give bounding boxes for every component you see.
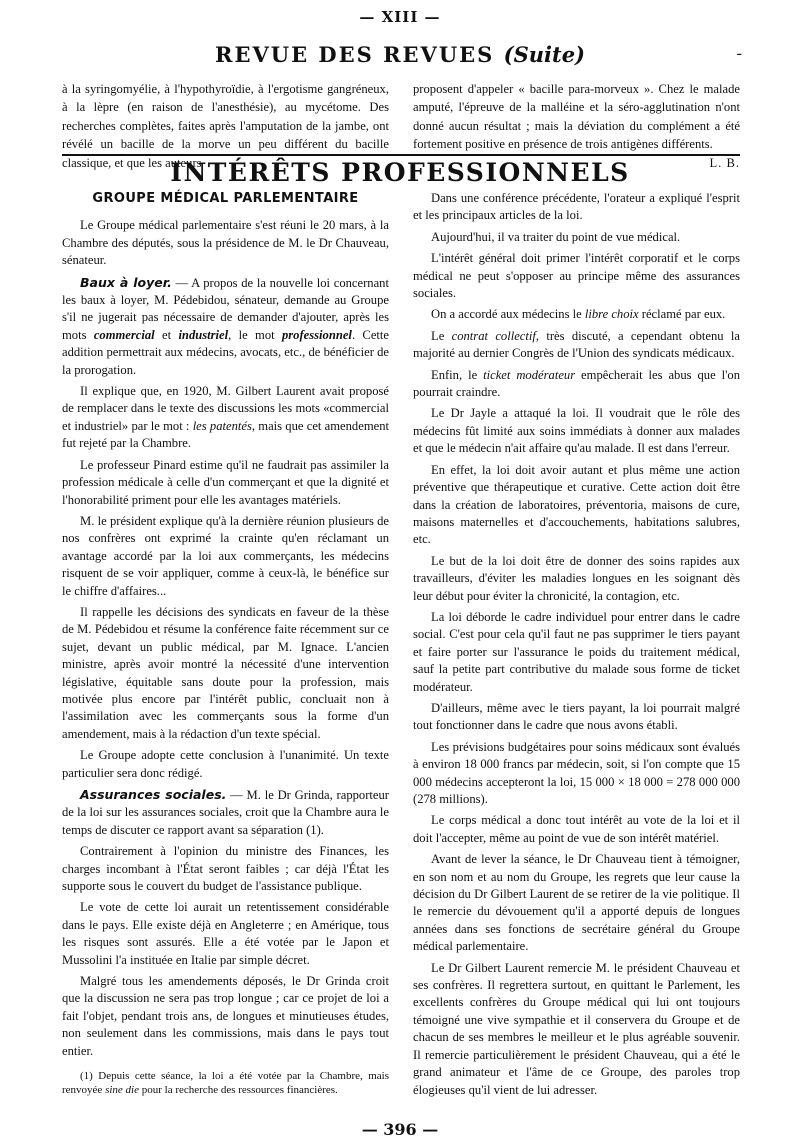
paragraph <box>413 306 740 323</box>
text-run: réclamé par eux. <box>638 307 726 322</box>
group-title: GROUPE MÉDICAL PARLEMENTAIRE <box>92 191 359 206</box>
paragraph <box>413 328 740 363</box>
paragraph: Les prévisions budgétaires pour soins médicaux sont évalués à environ 18 000 francs par médecin, soit, si l'on compte que 15 000 médecins accepteront la loi, 15 000 × 18 000 = 278 000 000 (278 millions). <box>413 739 740 806</box>
paragraph: Aujourd'hui, il va traiter du point de vue médical. <box>431 229 681 244</box>
paragraph: Le corps médical a donc tout intérêt au vote de la loi et il doit l'accepter, même au point de vue de son intérêt matériel. <box>413 813 740 845</box>
text-run: empêcherait les abus que l'on pourrait craindre. <box>413 367 740 400</box>
term-patentes: les patentés <box>192 418 252 433</box>
prev-left-text: à la syringomyélie, à l'hypothyroïdie, à l'ergotisme gangréneux, à la lèpre (en raison de l'anesthésie), au mycétome. Des recherches complètes, faites après l'amputation de la jambe, ont révélé un bacille de la morve un peu différent du bacille classique, et que les auteurs <box>62 82 389 170</box>
paragraph: En effet, la loi doit avoir autant et plus même une action préventive que thérapeutique et curative. Cette action doit être dans la création de laboratoires, préventoria, maisons de cure, maisons maternelles et d'accouchements, habitations salubres, etc. <box>413 462 740 547</box>
term-commercial: commercial <box>93 327 155 342</box>
text-run: Le <box>431 328 452 343</box>
paragraph: L'intérêt général doit primer l'intérêt corporatif et le corps médical ne peut s'opposer au principe même des assurances sociales. <box>413 251 740 301</box>
running-suite: (Suite) <box>503 42 585 67</box>
page-number-roman: — XIII — <box>359 8 441 26</box>
text-run: , mais que cet amendement fut rejeté par la Chambre. <box>62 418 390 451</box>
text-run: Il explique que, en 1920, M. Gilbert Laurent avait proposé de remplacer dans le texte des discussions les mots «commercial et industriel» par le mot : <box>62 384 389 433</box>
footnote <box>62 1070 389 1097</box>
running-header <box>0 42 800 67</box>
term-industriel: industriel <box>178 327 229 342</box>
subheading-assurances: Assurances sociales. <box>80 787 227 802</box>
text-run: — A propos de la nouvelle loi concernant les baux à loyer, M. Pédebidou, sénateur, demande au Groupe s'il ne jugerait pas nécessaire de demander d'ajouter, après les mots <box>62 275 389 342</box>
paragraph <box>62 383 389 453</box>
section-title: INTÉRÊTS PROFESSIONNELS <box>170 158 630 187</box>
running-title: REVUE DES REVUES <box>215 42 495 67</box>
paragraph: Le vote de cette loi aurait un retentissement considérable dans le pays. Elle existe déjà en Angleterre ; en Amérique, tous les risques sont assurés. Elle a été votée par le Japon et Mussolini l'a instituée en Italie par simple décret. <box>62 900 389 967</box>
paragraph: D'ailleurs, même avec le tiers payant, la loi pourrait malgré tout fonctionner dans le cadre que nous avons établi. <box>413 700 740 733</box>
text-run: On a accordé aux médecins le <box>431 307 585 322</box>
paragraph: La loi déborde le cadre individuel pour entrer dans le cadre social. C'est pour cela qu'il faut ne pas supprimer le tiers payant et faire porter sur l'assurance le poids du traitement médical, sauf la petite part contributive du malade sous forme de ticket modérateur. <box>413 609 740 694</box>
term-contrat-collectif: contrat collectif <box>451 328 536 343</box>
term-sine-die: sine die <box>105 1083 139 1096</box>
text-run: Enfin, le <box>431 367 484 382</box>
paragraph: Le Dr Gilbert Laurent remercie M. le président Chauveau et ses confrères. Il regrettera surtout, en quittant le Parlement, les excellents confrères du Groupe médical qui lui ont toujours témoigné une vive sympathie et il conservera du Groupe et de chacun de ses membres le meilleur et le plus agréable souvenir. Il remercie particulièrement le président Chauveau, qui a été le grand animateur et l'âme de ce Groupe, des paroles trop élogieuses qu'il vient de lui adresser. <box>413 960 740 1097</box>
previous-article-tail <box>62 80 740 170</box>
text-run: , le mot <box>228 327 282 342</box>
right-column <box>413 190 740 1125</box>
paragraph: Avant de lever la séance, le Dr Chauveau tient à témoigner, en son nom et au nom du Groupe, les regrets que leur cause la décision du Dr Gilbert Laurent de se retirer de la vie politique. Il le remercie du dévouement qu'il a apporté depuis de longues années dans ses fonctions de secrétaire général du Groupe médical parlementaire. <box>413 852 740 954</box>
text-run: — M. le Dr Grinda, rapporteur de la loi sur les assurances sociales, croit que la Chambre aura le temps de discuter ce rapport avant sa séparation (1). <box>62 788 389 837</box>
paragraph <box>62 786 389 839</box>
term-ticket-moderateur: ticket modérateur <box>483 367 576 382</box>
paragraph <box>62 274 389 379</box>
term-professionnel: professionnel <box>281 327 352 342</box>
subheading-baux: Baux à loyer. <box>80 274 172 290</box>
prev-right-text <box>413 80 740 170</box>
author-signature: L. B. <box>709 155 740 170</box>
term-libre-choix: libre choix <box>584 307 639 322</box>
left-column <box>62 190 389 1125</box>
paragraph: Le professeur Pinard estime qu'il ne faudrait pas assimiler la profession médicale à celle d'un commerçant et que la dignité et l'honorabilité priment pour elle les avantages matériels. <box>62 457 389 507</box>
prev-right-column <box>413 80 740 170</box>
text-run: , très discuté, a cependant obtenu la majorité au dernier Congrès de l'Union des syndicats médicaux. <box>413 328 740 361</box>
paragraph: Le Dr Jayle a attaqué la loi. Il voudrait que le rôle des médecins fût limité aux soins immédiats à donner aux malades et que le médecin n'ait affaire qu'au malade. Il est dans l'erreur. <box>413 406 740 456</box>
article-body <box>62 190 740 1125</box>
running-dash: - <box>736 45 742 62</box>
section-divider <box>62 154 740 156</box>
paragraph: Le Groupe médical parlementaire s'est réuni le 20 mars, à la Chambre des députés, sous la présidence de M. le Dr Chauveau, sénateur. <box>62 218 389 268</box>
paragraph: Malgré tous les amendements déposés, le Dr Grinda croit que la discussion ne sera pas trop longue ; car ce projet de loi a fait l'objet, pendant trois ans, de longues et minutieuses études, non seulement dans les commissions, mais dans le pays tout entier. <box>62 974 389 1058</box>
paragraph: Dans une conférence précédente, l'orateur a expliqué l'esprit et les principaux articles de la loi. <box>413 191 740 223</box>
paragraph: M. le président explique qu'à la dernière réunion plusieurs de nos confrères ont exprimé la crainte qu'en réclamant un avantage accordé par la loi aux commerçants, les médecins risquent de se voir appliquer, comme à ceux-là, le bénéfice sur le chiffre d'affaires... <box>62 513 389 598</box>
paragraph <box>413 367 740 402</box>
paragraph: Le but de la loi doit être de donner des soins rapides aux travailleurs, d'éviter les maladies longues en les soignant dès leur début pour éviter la chronicité, la contagion, etc. <box>413 553 740 603</box>
paragraph: Le Groupe adopte cette conclusion à l'unanimité. Un texte particulier sera donc rédigé. <box>62 748 389 780</box>
text-run: (1) Depuis cette séance, la loi a été votée par la Chambre, mais renvoyée <box>62 1070 389 1096</box>
paragraph: Il rappelle les décisions des syndicats en faveur de la thèse de M. Pédebidou et résume la conférence faite récemment sur ce sujet, devant un public médical, par M. Ignace. L'ancien ministre, après avoir montré la nécessité d'une intervention législative, équitable sans doute pour la profession, mais motivée plus encore par l'intérêt public, concluait non à l'assimilation avec les commerçants sous la forme d'un amendement, mais à la rédaction d'un texte spécial. <box>62 604 389 741</box>
text-run: pour la recherche des ressources financières. <box>138 1083 338 1096</box>
footnote-text <box>62 1070 389 1097</box>
page-number: — 396 — <box>361 1120 439 1139</box>
prev-right-body: proposent d'appeler « bacille para-morveux ». Chez le malade amputé, l'épreuve de la malléine et la séro-agglutination n'ont donné aucun résultat ; mais la déviation du complément a été fortement positive en présence de trois antigènes différents. <box>413 82 740 152</box>
paragraph: Contrairement à l'opinion du ministre des Finances, les charges incombant à l'État seront faibles ; car déjà l'État les supporte sous le couvert du budget de l'assistance publique. <box>62 844 389 894</box>
prev-left-column <box>62 80 389 170</box>
text-run: et <box>154 327 179 342</box>
text-run: . Cette addition permettrait aux médecins, avocats, etc., de bénéficier de la prorogation. <box>62 327 389 377</box>
